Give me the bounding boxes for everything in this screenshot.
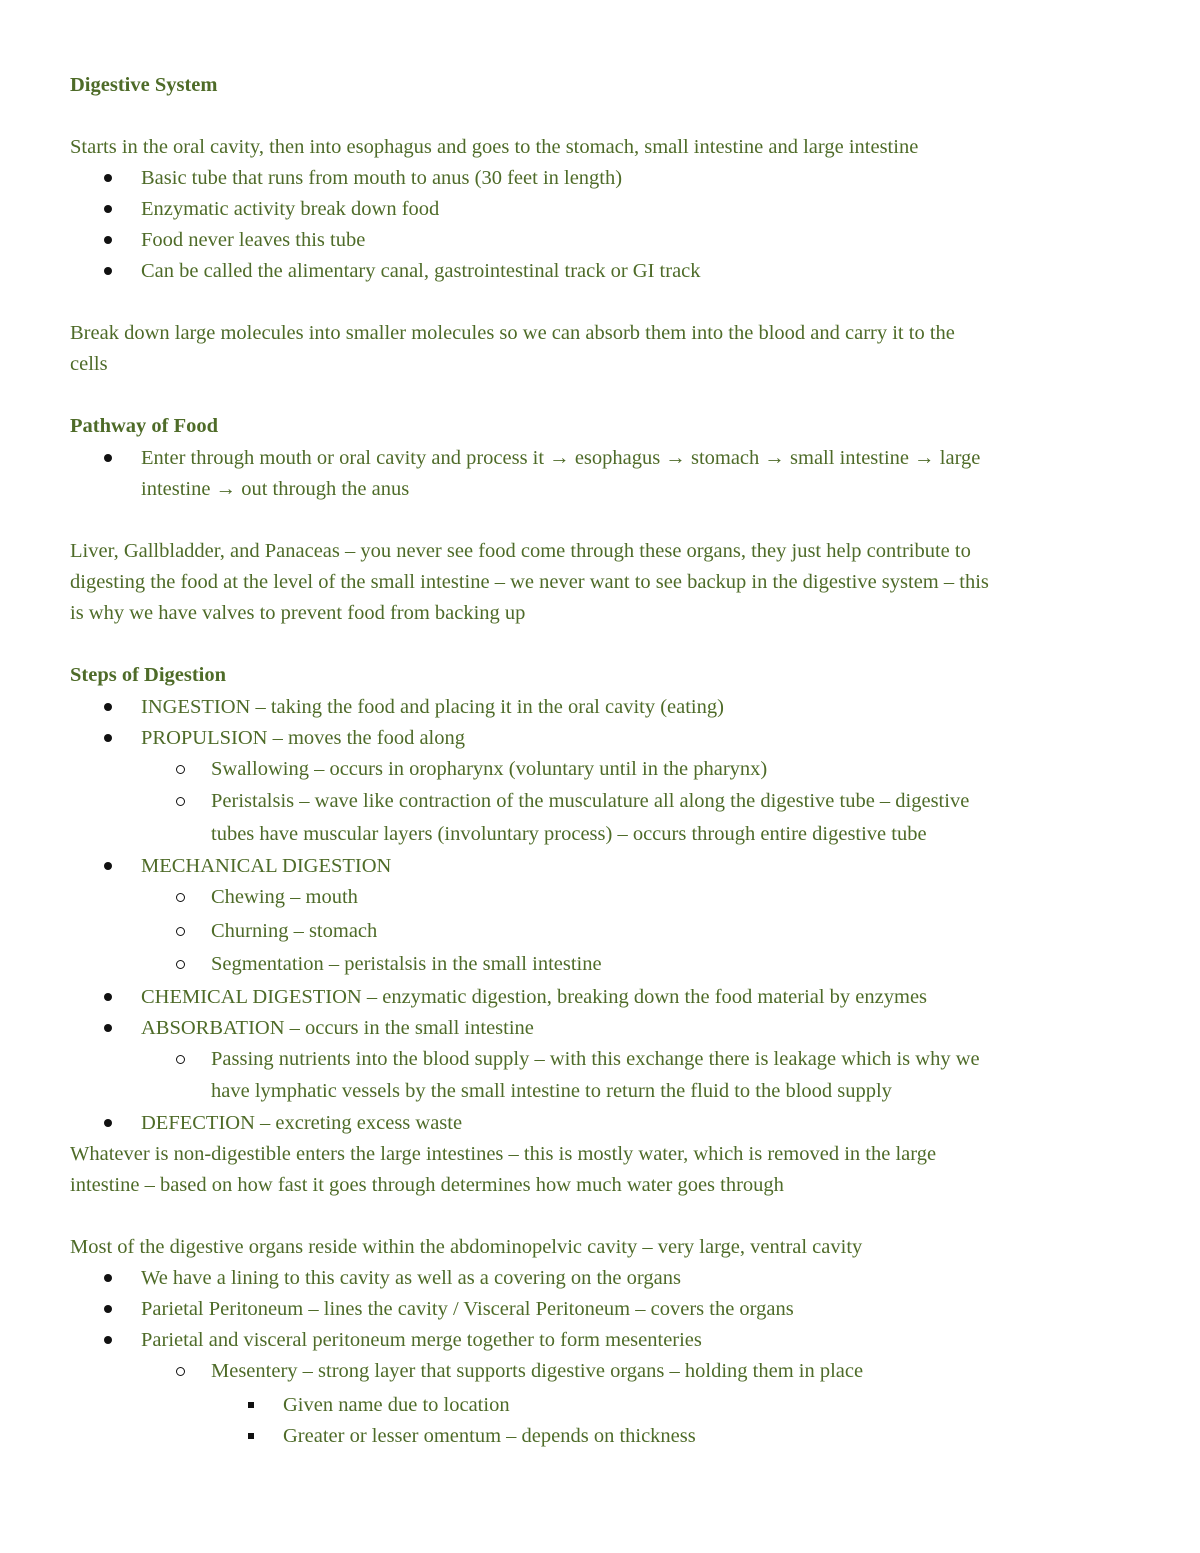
cavity-item-merge: Parietal and visceral peritoneum merge together to form mesenteries — [141, 1329, 702, 1351]
pathway-item-cont: intestine → out through the anus — [141, 478, 410, 500]
sub-item-mesentery: Mesentery – strong layer that supports digestive organs – holding them in place — [211, 1360, 864, 1382]
nondigestible-paragraph-cont: intestine – based on how fast it goes through determines how much water goes through — [70, 1174, 784, 1196]
bullet-icon — [104, 862, 112, 870]
step-chemical: CHEMICAL DIGESTION – enzymatic digestion, breaking down the food material by enzymes — [141, 986, 928, 1008]
steps-heading: Steps of Digestion — [70, 664, 227, 686]
bullet-icon — [104, 174, 112, 182]
intro-paragraph: Starts in the oral cavity, then into esophagus and goes to the stomach, small intestine and large intestine — [70, 136, 919, 158]
sub-item-passing-cont: have lymphatic vessels by the small intestine to return the fluid to the blood supply — [211, 1080, 892, 1102]
bullet-icon — [104, 236, 112, 244]
bullet-icon — [104, 703, 112, 711]
sub-item-peristalsis: Peristalsis – wave like contraction of the musculature all along the digestive tube – digestive — [211, 790, 970, 812]
list-item: Enzymatic activity break down food — [141, 198, 440, 220]
breakdown-paragraph: Break down large molecules into smaller molecules so we can absorb them into the blood and carry it to the — [70, 322, 955, 344]
circle-bullet-icon — [176, 1055, 185, 1064]
bullet-icon — [104, 205, 112, 213]
nondigestible-paragraph: Whatever is non-digestible enters the large intestines – this is mostly water, which is removed in the large — [70, 1143, 937, 1165]
list-item: Basic tube that runs from mouth to anus (30 feet in length) — [141, 167, 623, 189]
cavity-paragraph: Most of the digestive organs reside within the abdominopelvic cavity – very large, ventral cavity — [70, 1236, 863, 1258]
sub-item-peristalsis-cont: tubes have muscular layers (involuntary process) – occurs through entire digestive tube — [211, 823, 927, 845]
sub-item-chewing: Chewing – mouth — [211, 886, 358, 908]
organs-paragraph: Liver, Gallbladder, and Panaceas – you never see food come through these organs, they just help contribute to — [70, 540, 971, 562]
bullet-icon — [104, 454, 112, 462]
list-item: Can be called the alimentary canal, gastrointestinal track or GI track — [141, 260, 701, 282]
bullet-icon — [104, 1336, 112, 1344]
bullet-icon — [104, 1274, 112, 1282]
bullet-icon — [104, 1024, 112, 1032]
circle-bullet-icon — [176, 893, 185, 902]
list-item: Food never leaves this tube — [141, 229, 366, 251]
step-mechanical: MECHANICAL DIGESTION — [141, 855, 392, 877]
page-title: Digestive System — [70, 74, 218, 96]
circle-bullet-icon — [176, 765, 185, 774]
sub-item-swallowing: Swallowing – occurs in oropharynx (voluntary until in the pharynx) — [211, 758, 768, 780]
step-propulsion: PROPULSION – moves the food along — [141, 727, 466, 749]
organs-paragraph-cont: is why we have valves to prevent food from backing up — [70, 602, 526, 624]
bullet-icon — [104, 267, 112, 275]
pathway-heading: Pathway of Food — [70, 415, 219, 437]
square-bullet-icon — [248, 1433, 254, 1439]
pathway-item: Enter through mouth or oral cavity and process it → esophagus → stomach → small intestine → large — [141, 447, 981, 469]
sub-sub-item-omentum: Greater or lesser omentum – depends on thickness — [283, 1425, 696, 1447]
sub-sub-item-name: Given name due to location — [283, 1394, 510, 1416]
square-bullet-icon — [248, 1402, 254, 1408]
circle-bullet-icon — [176, 927, 185, 936]
breakdown-paragraph-cont: cells — [70, 353, 108, 375]
sub-item-passing: Passing nutrients into the blood supply – with this exchange there is leakage which is why we — [211, 1048, 980, 1070]
sub-item-churning: Churning – stomach — [211, 920, 378, 942]
circle-bullet-icon — [176, 1367, 185, 1376]
circle-bullet-icon — [176, 960, 185, 969]
step-defection: DEFECTION – excreting excess waste — [141, 1112, 463, 1134]
bullet-icon — [104, 1305, 112, 1313]
sub-item-segmentation: Segmentation – peristalsis in the small intestine — [211, 953, 602, 975]
cavity-item-parietal: Parietal Peritoneum – lines the cavity / Visceral Peritoneum – covers the organs — [141, 1298, 794, 1320]
bullet-icon — [104, 1119, 112, 1127]
step-absorption: ABSORBATION – occurs in the small intestine — [141, 1017, 534, 1039]
bullet-icon — [104, 734, 112, 742]
circle-bullet-icon — [176, 797, 185, 806]
organs-paragraph-cont: digesting the food at the level of the small intestine – we never want to see backup in the digestive system – this — [70, 571, 989, 593]
bullet-icon — [104, 993, 112, 1001]
step-ingestion: INGESTION – taking the food and placing it in the oral cavity (eating) — [141, 696, 724, 718]
cavity-item-lining: We have a lining to this cavity as well as a covering on the organs — [141, 1267, 681, 1289]
